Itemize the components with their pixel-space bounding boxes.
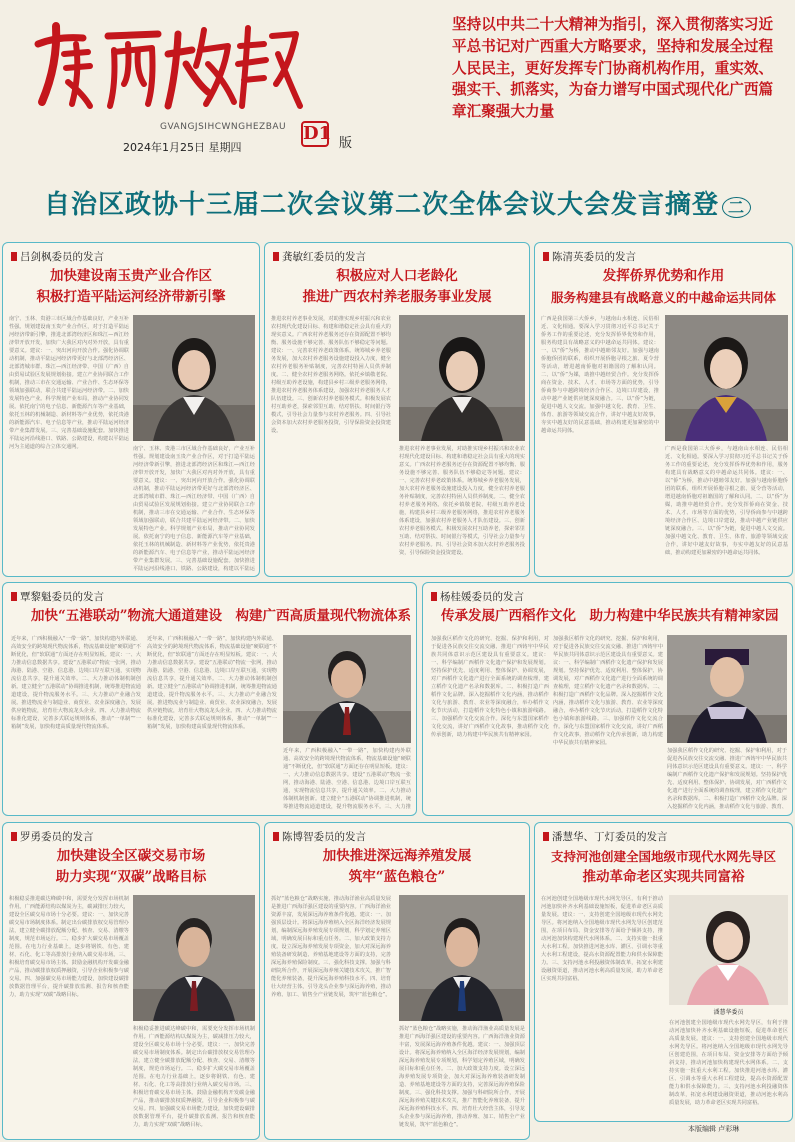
article-body-cont: 在河池创建全国地级市现代水网先导区，有利于推动河池加快补齐水利基础设施短板，促进革命老区高质量发展。建议：一、支持创建全国地级市现代水网先导区。将河池纳入全国地级市现代水网先导区创建范围，在项目布局、资金安排等方面给予倾斜支持，推动河池加快构建现代水网体系。二、支持实施一批重大水利工程。加快推进河池水库、灌区、引调水等重大水利工程建设，提高水资源配置能力和供水保障能力。三、支持河池水利投融资体制改革，拓宽水利建设融资渠道，推动河池水利高质量发展，助力革命老区实现共同富裕。 xyxy=(669,1020,788,1106)
article-title-line2: 筑牢“蓝色粮仓” xyxy=(348,869,446,885)
article-panel-pan-huihua xyxy=(534,822,793,1122)
masthead-pinyin: GVANGJSIHCWNGHEZBAU xyxy=(160,122,287,132)
article-title xyxy=(3,607,416,626)
article-panel-yang-guiyuan xyxy=(422,582,793,816)
article-body: 近年来，广西积极融入“一带一路”，加快构建内外联通、高效安全的跨境现代物流体系，物流基础设施“硬联通”不断优化，但“软联通”方面还存在明显短板。建议：一、大力推动信息数据共享。建设“五港联动”物流一张网，推动海港、陆港、空港、信息港、边境口岸互联互通，实现物流信息共享，提升通关效率。二、大力推动体制机制创新。建立健全“五港联动”协调推进机制，统筹推进物流通道建设，提升物流服务水平。三、大力推动产业融合发展。推进物流业与制造业、商贸业、农业深度融合，发展供应链物流，培育壮大物流龙头企业。四、大力推动物流标准化建设，完善多式联运规则体系，推动“一单制”“一箱制”发展，加快构建高质量现代物流体系。 xyxy=(11,636,141,730)
article-body: 广西是我国第三大侨乡，与越南山水相连、民俗相近、文化相通。要深入学习贯彻习近平总书记关于侨务工作的重要论述，充分发挥侨界优势和作用，服务构建具有战略意义的中越命运共同体。建议：一、以“侨”为桥，推动中越睦邻友好。加强与越南侨胞侨团的联系，组织开展侨胞寻根之旅、夏令营等活动，增进越南侨胞对祖籍国的了解和认同。二、以“侨”为媒，助推中越经贸合作。充分发挥侨商在资金、技术、人才、市场等方面的优势，引导侨商参与中越跨境经济合作区、边境口岸建设，推动中越产业链供应链深度融合。三、以“侨”为链，促进中越人文交流。加强中越文化、教育、卫生、体育、旅游等领域交流合作，讲好中越友好故事，夯实中越友好的民意基础，推动构建更加紧密的中越命运共同体。 xyxy=(541,316,659,434)
main-headline xyxy=(15,184,780,230)
article-title-line1: 传承发展广西稻作文化 xyxy=(441,608,576,624)
article-body: 在河池创建全国地级市现代水网先导区，有利于推动河池加快补齐水利基础设施短板，促进革命老区高质量发展。建议：一、支持创建全国地级市现代水网先导区。将河池纳入全国地级市现代水网先导区创建范围，在项目布局、资金安排等方面给予倾斜支持，推动河池加快构建现代水网体系。二、支持实施一批重大水利工程。加快推进河池水库、灌区、引调水等重大水利工程建设，提高水资源配置能力和供水保障能力。三、支持河池水利投融资体制改革，拓宽水利建设融资渠道，推动河池水利高质量发展，助力革命老区实现共同富裕。 xyxy=(541,896,663,982)
article-title-line2: 助力实现“双碳”战略目标 xyxy=(55,869,207,885)
article-body: 加强我区稻作文化的研究、挖掘、保护和利用，对于促进各民族交往交流交融、推进广西铸牢中华民族共同体意识示范区建设具有重要意义。建议：一、科学编制广西稻作文化遗产保护和发展规划。坚持保护优先、适度利用、整体保护、协调发展，对广西稻作文化遗产进行全面系统的调查梳理，建立稻作文化遗产名录和数据库。二、积极打造广西稻作文化品牌。深入挖掘稻作文化内涵，推动稻作文化与旅游、教育、农业等深度融合，举办稻作文化节庆活动，打造稻作文化特色小镇和旅游线路。三、加强稻作文化交流合作。深化与东盟国家稻作文化交流，讲好广西稻作文化故事，推动稻作文化传承创新，助力构建中华民族共有精神家园。 xyxy=(431,636,549,738)
article-body-cont2: 加强我区稻作文化的研究、挖掘、保护和利用，对于促进各民族交往交流交融、推进广西铸牢中华民族共同体意识示范区建设具有重要意义。建议：一、科学编制广西稻作文化遗产保护和发展规划。坚持保护优先、适度利用、整体保护、协调发展，对广西稻作文化遗产进行全面系统的调查梳理，建立稻作文化遗产名录和数据库。二、积极打造广西稻作文化品牌。深入挖掘稻作文化内涵，推动稻作文化与旅游、教育、 xyxy=(667,748,787,810)
article-body-cont: 加强我区稻作文化的研究、挖掘、保护和利用，对于促进各民族交往交流交融、推进广西铸牢中华民族共同体意识示范区建设具有重要意义。建议：一、科学编制广西稻作文化遗产保护和发展规划。坚持保护优先、适度利用、整体保护、协调发展，对广西稻作文化遗产进行全面系统的调查梳理，建立稻作文化遗产名录和数据库。二、积极打造广西稻作文化品牌。深入挖掘稻作文化内涵，推动稻作文化与旅游、教育、农业等深度融合，举办稻作文化节庆活动，打造稻作文化特色小镇和旅游线路。三、加强稻作文化交流合作。深化与东盟国家稻作文化交流，讲好广西稻作文化故事，推动稻作文化传承创新，助力构建中华民族共有精神家园。 xyxy=(553,636,663,746)
article-body: 推进农村养老事业发展，对助推实现乡村振兴和农业农村现代化建设目标、构建和谐稳定社会具有重大的现实意义。广西农村养老服务还存在资源配置不够均衡、服务设施不够完善、服务队伍不够稳定等问题。建议：一、完善农村养老政策体系。统筹城乡养老服务发展，加大农村养老服务设施建设投入力度，健全农村养老服务补贴制度，完善农村特困人员供养制度。二、健全农村养老服务网络。依托乡镇敬老院、村级互助养老设施，构建县乡村三级养老服务网络，推进农村养老服务体系建设，加强农村养老服务人才队伍建设。三、创新农村养老服务模式。积极发展农村互助养老，探索邻里互助、结对帮扶、时间银行等模式，引导社会力量参与农村养老服务。四、引导社会资本加大农村养老服务投资，引导保险资金投资建设。 xyxy=(271,316,391,434)
speaker-photo xyxy=(283,635,411,743)
article-title-line1: 加快建设南玉贵产业合作区 xyxy=(50,268,212,284)
masthead-slogan: 坚持以中共二十大精神为指引，深入贯彻落实习近平总书记对广西重大方略要求，坚持和发展全过程人民民主，更好发挥专门协商机构作用，重实效、强实干、抓落实，为奋力谱写中国式现代化广西篇章汇聚强大力量 xyxy=(452,16,774,121)
article-body-cont: 抓好“蓝色粮仓”战略实施，推动海洋渔业高质量发展是推进广西海洋强区建设的重要内容。广西海洋渔业资源丰富，发展深远海养殖条件优越。建议：一、加强顶层设计。将深远海养殖纳入全区海洋经济发展规划，编制深远海养殖发展专项规划，科学划定养殖区域，明确发展目标和重点任务。二、加大政策支持力度。设立深远海养殖发展专项资金，加大对深远海养殖装备研发制造、养殖基地建设等方面的支持，完善深远海养殖保险制度。三、强化科技支撑。加强与科研院所合作，开展深远海养殖关键技术攻关，推广智能化养殖装备，提升深远海养殖科技水平。四、培育壮大经营主体，引导龙头企业参与深远海养殖，推动养殖、加工、销售全产业链发展，筑牢“蓝色粮仓”。 xyxy=(399,1026,525,1128)
speaker-photo xyxy=(133,315,255,441)
speaker-tag: 陈博智委员的发言 xyxy=(273,829,366,844)
article-title-line1: 加快“五港联动”物流大通道建设 xyxy=(31,608,223,624)
article-title-line1: 支持河池创建全国地级市现代水网先导区 xyxy=(550,849,776,864)
article-title xyxy=(423,607,792,626)
article-title-line2: 推动革命老区实现共同富裕 xyxy=(582,869,745,885)
issue-date: 2024年1月25日 星期四 xyxy=(123,141,242,154)
masthead xyxy=(0,0,795,170)
article-panel-luo-yong xyxy=(2,822,260,1140)
photo-caption: 潘慧华委员 xyxy=(713,1009,744,1016)
article-title-line2: 服务构建县有战略意义的中越命运共同体 xyxy=(550,290,776,305)
speaker-tag: 潘慧华、丁灯委员的发言 xyxy=(543,829,668,844)
speaker-photo xyxy=(399,315,525,441)
article-body-cont: 南宁、玉林、贵港三市区域合作基础良好，产业互补性强。规划建设南玉贵产业合作区，对于打造平陆运河经济带新引擎，推进北部湾经济区和珠江—西江经济带开放开发，加快广大我区对内对外开放，具有重要意义。建议：一、突出河向开放合作。强化协调联动机制，推动平陆运河经济带更好与北部湾经济区、北部湾城市群、珠江—西江经济带、中国（广西）自由贸易试验区发展规划衔接。建立产业协同联合工作机制，推动三市在交通运输、产业合作、生态环保等领域加强联动，联合共建平陆运河经济带。二、加快发展特色产业。科学规划产业布局，推动产业协同发展。依托南宁的电子信息、新能源汽车等产业基础，依托玉林的机械制造、新材料等产业优势，依托贵港的新能源汽车、电子信息等产业，推动平陆运河经济带产业集群发展。三、完善基础设施配套。加快推进平陆运河沿线港口、铁路、公路建设，构建以平陆运 xyxy=(133,446,255,572)
speaker-photo xyxy=(133,895,255,1021)
article-title-line1: 加快推进深远海养殖发展 xyxy=(322,848,472,864)
edition-ban-label: 版 xyxy=(339,136,353,151)
speaker-tag: 杨桂媛委员的发言 xyxy=(431,589,524,604)
article-body: 积极稳妥推进碳达峰碳中和，需要充分发挥市场机制作用。广西能源结构以煤炭为主，碳减排压力较大，建设全区碳交易市场十分必要。建议：一、加快完善碳交易市场制度体系。制定出台碳排放权交易管理办法，建立健全碳排放配额分配、核查、交易、清缴等制度，规范市场运行。二、稳步扩大碳交易市场覆盖范围。在电力行业基础上，逐步将钢铁、有色、建材、石化、化工等高排放行业纳入碳交易市场。三、积极培育碳交易市场主体。鼓励金融机构开发碳金融产品，推动碳排放权质押融资，引导企业积极参与碳交易。四、加强碳交易市场能力建设，加快建设碳排放数据管理平台，提升碳排放监测、报告和核查能力，助力实现“双碳”战略目标。 xyxy=(9,896,129,998)
newspaper-logo xyxy=(28,14,303,114)
article-body-cont: 广西是我国第三大侨乡，与越南山水相连、民俗相近、文化相通。要深入学习贯彻习近平总书记关于侨务工作的重要论述，充分发挥侨界优势和作用，服务构建具有战略意义的中越命运共同体。建议：一、以“侨”为桥，推动中越睦邻友好。加强与越南侨胞侨团的联系，组织开展侨胞寻根之旅、夏令营等活动，增进越南侨胞对祖籍国的了解和认同。二、以“侨”为媒，助推中越经贸合作。充分发挥侨商在资金、技术、人才、市场等方面的优势，引导侨商参与中越跨境经济合作区、边境口岸建设，推动中越产业链供应链深度融合。三、以“侨”为链，促进中越人文交流。加强中越文化、教育、卫生、体育、旅游等领域交流合作，讲好中越友好故事，夯实中越友好的民意基础，推动构建更加紧密的中越命运共同体。 xyxy=(665,446,788,556)
article-panel-chen-qingying xyxy=(534,242,793,577)
speaker-tag: 罗勇委员的发言 xyxy=(11,829,94,844)
article-title-line2: 积极打造平陆运河经济带新引擎 xyxy=(36,289,226,305)
page-editor-credit: 本版编辑 卢彩琳 xyxy=(688,1125,740,1133)
article-title-line2: 推进广西农村养老服务事业发展 xyxy=(302,289,492,305)
article-panel-gong-minhong xyxy=(264,242,530,577)
speaker-photo xyxy=(669,895,788,1005)
article-body-cont: 积极稳妥推进碳达峰碳中和，需要充分发挥市场机制作用。广西能源结构以煤炭为主，碳减排压力较大，建设全区碳交易市场十分必要。建议：一、加快完善碳交易市场制度体系。制定出台碳排放权交易管理办法，建立健全碳排放配额分配、核查、交易、清缴等制度，规范市场运行。二、稳步扩大碳交易市场覆盖范围。在电力行业基础上，逐步将钢铁、有色、建材、石化、化工等高排放行业纳入碳交易市场。三、积极培育碳交易市场主体。鼓励金融机构开发碳金融产品，推动碳排放权质押融资，引导企业积极参与碳交易。四、加强碳交易市场能力建设，加快建设碳排放数据管理平台，提升碳排放监测、报告和核查能力，助力实现“双碳”战略目标。 xyxy=(133,1026,255,1128)
article-title-line1: 加快建设全区碳交易市场 xyxy=(56,848,206,864)
article-title-line1: 积极应对人口老龄化 xyxy=(336,268,458,284)
speaker-tag: 陈清英委员的发言 xyxy=(543,249,636,264)
article-panel-qin-likui xyxy=(2,582,417,816)
article-title-line1: 发挥侨界优势和作用 xyxy=(602,268,725,284)
article-body-cont2: 近年来，广西积极融入“一带一路”，加快构建内外联通、高效安全的跨境现代物流体系，物流基础设施“硬联通”不断优化，但“软联通”方面还存在明显短板。建议：一、大力推动信息数据共享。建设“五港联动”物流一张网，推动海港、陆港、空港、信息港、边境口岸互联互通，实现物流信息共享，提升通关效率。二、大力推动体制机制创新。建立健全“五港联动”协调推进机制，统筹推进物流通道建设，提升物流服务水平。三、大力推 xyxy=(283,748,411,810)
article-title-line2: 构建广西高质量现代物流体系 xyxy=(235,608,412,624)
speaker-tag: 吕剑枫委员的发言 xyxy=(11,249,104,264)
speaker-photo xyxy=(667,635,787,743)
speaker-photo xyxy=(399,895,525,1021)
speaker-tag: 覃黎魁委员的发言 xyxy=(11,589,104,604)
article-body: 抓好“蓝色粮仓”战略实施，推动海洋渔业高质量发展是推进广西海洋强区建设的重要内容。广西海洋渔业资源丰富，发展深远海养殖条件优越。建议：一、加强顶层设计。将深远海养殖纳入全区海洋经济发展规划，编制深远海养殖发展专项规划，科学划定养殖区域，明确发展目标和重点任务。二、加大政策支持力度。设立深远海养殖发展专项资金，加大对深远海养殖装备研发制造、养殖基地建设等方面的支持，完善深远海养殖保险制度。三、强化科技支撑。加强与科研院所合作，开展深远海养殖关键技术攻关，推广智能化养殖装备，提升深远海养殖科技水平。四、培育壮大经营主体，引导龙头企业参与深远海养殖，推动养殖、加工、销售全产业链发展，筑牢“蓝色粮仓”。 xyxy=(271,896,391,998)
article-panel-chen-bozhi xyxy=(264,822,530,1140)
edition-badge: D1 xyxy=(301,121,329,147)
article-body-cont: 推进农村养老事业发展，对助推实现乡村振兴和农业农村现代化建设目标、构建和谐稳定社会具有重大的现实意义。广西农村养老服务还存在资源配置不够均衡、服务设施不够完善、服务队伍不够稳定等问题。建议：一、完善农村养老政策体系。统筹城乡养老服务发展，加大农村养老服务设施建设投入力度，健全农村养老服务补贴制度，完善农村特困人员供养制度。二、健全农村养老服务网络。依托乡镇敬老院、村级互助养老设施，构建县乡村三级养老服务网络，推进农村养老服务体系建设，加强农村养老服务人才队伍建设。三、创新农村养老服务模式。积极发展农村互助养老，探索邻里互助、结对帮扶、时间银行等模式，引导社会力量参与农村养老服务。四、引导社会资本加大农村养老服务投资，引导保险资金投资建设。 xyxy=(399,446,525,556)
main-headline-text: 自治区政协十三届二次会议第二次全体会议大会发言摘登 xyxy=(43,190,719,220)
article-body-cont: 近年来，广西积极融入“一带一路”，加快构建内外联通、高效安全的跨境现代物流体系，物流基础设施“硬联通”不断优化，但“软联通”方面还存在明显短板。建议：一、大力推动信息数据共享。建设“五港联动”物流一张网，推动海港、陆港、空港、信息港、边境口岸互联互通，实现物流信息共享，提升通关效率。二、大力推动体制机制创新。建立健全“五港联动”协调推进机制，统筹推进物流通道建设，提升物流服务水平。三、大力推动产业融合发展。推进物流业与制造业、商贸业、农业深度融合，发展供应链物流，培育壮大物流龙头企业。四、大力推动物流标准化建设，完善多式联运规则体系，推动“一单制”“一箱制”发展，加快构建高质量现代物流体系。 xyxy=(147,636,277,730)
article-body: 南宁、玉林、贵港三市区域合作基础良好，产业互补性强。规划建设南玉贵产业合作区，对于打造平陆运河经济带新引擎，推进北部湾经济区和珠江—西江经济带开放开发，加快广大我区对内对外开放，具有重要意义。建议：一、突出河向开放合作。强化协调联动机制，推动平陆运河经济带更好与北部湾经济区、北部湾城市群、珠江—西江经济带、中国（广西）自由贸易试验区发展规划衔接。建立产业协同联合工作机制，推动三市在交通运输、产业合作、生态环保等领域加强联动，联合共建平陆运河经济带。二、加快发展特色产业。科学规划产业布局，推动产业协同发展。依托南宁的电子信息、新能源汽车等产业基础，依托玉林的机械制造、新材料等产业优势，依托贵港的新能源汽车、电子信息等产业，推动平陆运河经济带产业集群发展。三、完善基础设施配套。加快推进平陆运河沿线港口、铁路、公路建设，构建以平陆运河为主通道的综合立体交通网。 xyxy=(9,316,129,450)
article-panel-lv-jianfeng xyxy=(2,242,260,577)
headline-part-number: 二 xyxy=(722,197,751,218)
speaker-tag: 龚敏红委员的发言 xyxy=(273,249,366,264)
speaker-photo xyxy=(665,315,788,441)
article-title-line2: 助力构建中华民族共有精神家园 xyxy=(589,608,779,624)
